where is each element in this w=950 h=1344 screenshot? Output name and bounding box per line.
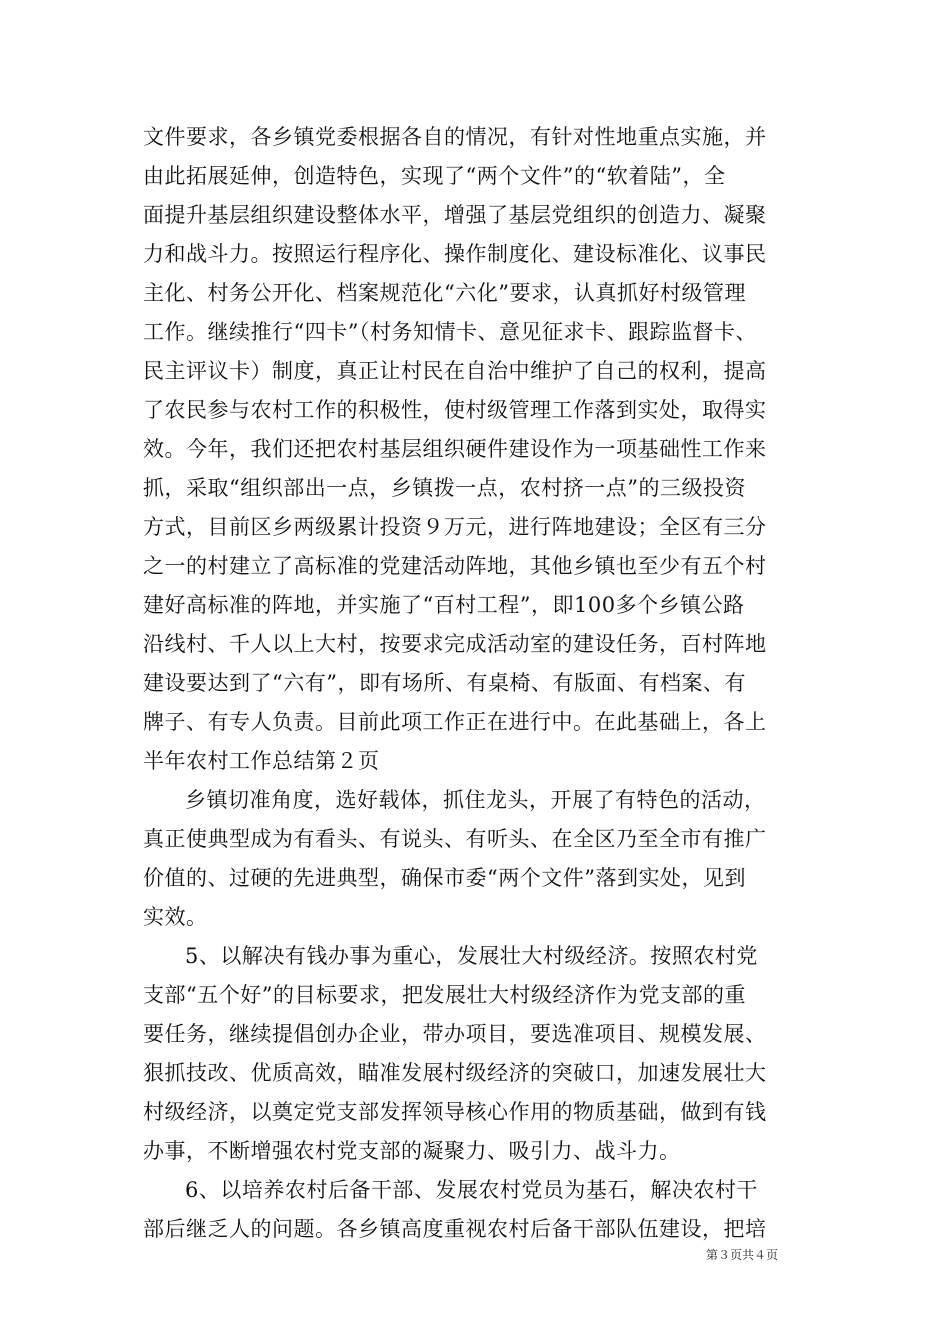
text-line: 民主评议卡）制度，真正让村民在自治中维护了自己的权利，提高 [143, 359, 767, 383]
text-line: 真正使典型成为有看头、有说头、有听头、在全区乃至全市有推广 [143, 827, 767, 851]
text-line: 部后继乏人的问题。各乡镇高度重视农村后备干部队伍建设，把培 [143, 1217, 767, 1241]
page-break-title: 半年农村工作总结第２页 [143, 749, 380, 773]
text-line: 抓，采取“组织部出一点，乡镇拨一点，农村挤一点”的三级投资 [143, 476, 746, 500]
text-line: 实效。 [143, 905, 208, 929]
text-line: 村级经济，以奠定党支部发挥领导核心作用的物质基础，做到有钱 [143, 1100, 767, 1124]
text-line: 文件要求，各乡镇党委根据各自的情况，有针对性地重点实施，并 [143, 125, 767, 149]
text-line: 办事，不断增强农村党支部的凝聚力、吸引力、战斗力。 [143, 1139, 681, 1163]
text-line: 价值的、过硬的先进典型，确保市委“两个文件”落到实处，见到 [143, 866, 746, 890]
page-number-footer: 第３页共４页 [706, 1248, 779, 1262]
text-line: 牌子、有专人负责。目前此项工作正在进行中。在此基础上，各上 [143, 710, 767, 734]
text-line: 支部“五个好”的目标要求，把发展壮大村级经济作为党支部的重 [143, 983, 746, 1007]
text-line: 建好高标准的阵地，并实施了“百村工程”，即100多个乡镇公路 [143, 593, 745, 617]
text-line: 之一的村建立了高标准的党建活动阵地，其他乡镇也至少有五个村 [143, 554, 767, 578]
text-line: 力和战斗力。按照运行程序化、操作制度化、建设标准化、议事民 [143, 242, 767, 266]
text-line: 建设要达到了“六有”，即有场所、有桌椅、有版面、有档案、有 [143, 671, 746, 695]
text-line: 工作。继续推行“四卡”（村务知情卡、意见征求卡、跟踪监督卡、 [143, 320, 757, 344]
text-line: 主化、村务公开化、档案规范化“六化”要求，认真抓好村级管理 [143, 281, 746, 305]
text-line: 了农民参与农村工作的积极性，使村级管理工作落到实处，取得实 [143, 398, 767, 422]
text-line: 由此拓展延伸，创造特色，实现了“两个文件”的“软着陆”，全 [143, 164, 726, 188]
document-body [143, 118, 813, 1249]
text-line: 狠抓技改、优质高效，瞄准发展村级经济的突破口，加速发展壮大 [143, 1061, 767, 1085]
text-line: 要任务，继续提倡创办企业，带办项目，要选准项目、规模发展、 [143, 1022, 767, 1046]
paragraph-start: 5、以解决有钱办事为重心，发展壮大村级经济。按照农村党 [185, 944, 758, 968]
paragraph-start: 6、以培养农村后备干部、发展农村党员为基石，解决农村干 [185, 1178, 758, 1202]
text-line: 沿线村、千人以上大村，按要求完成活动室的建设任务，百村阵地 [143, 632, 767, 656]
paragraph-start: 乡镇切准角度，选好载体，抓住龙头，开展了有特色的活动， [185, 788, 766, 812]
text-line: 方式，目前区乡两级累计投资９万元，进行阵地建设；全区有三分 [143, 515, 767, 539]
text-line: 效。今年，我们还把农村基层组织硬件建设作为一项基础性工作来 [143, 437, 767, 461]
text-line: 面提升基层组织建设整体水平，增强了基层党组织的创造力、凝聚 [143, 203, 767, 227]
